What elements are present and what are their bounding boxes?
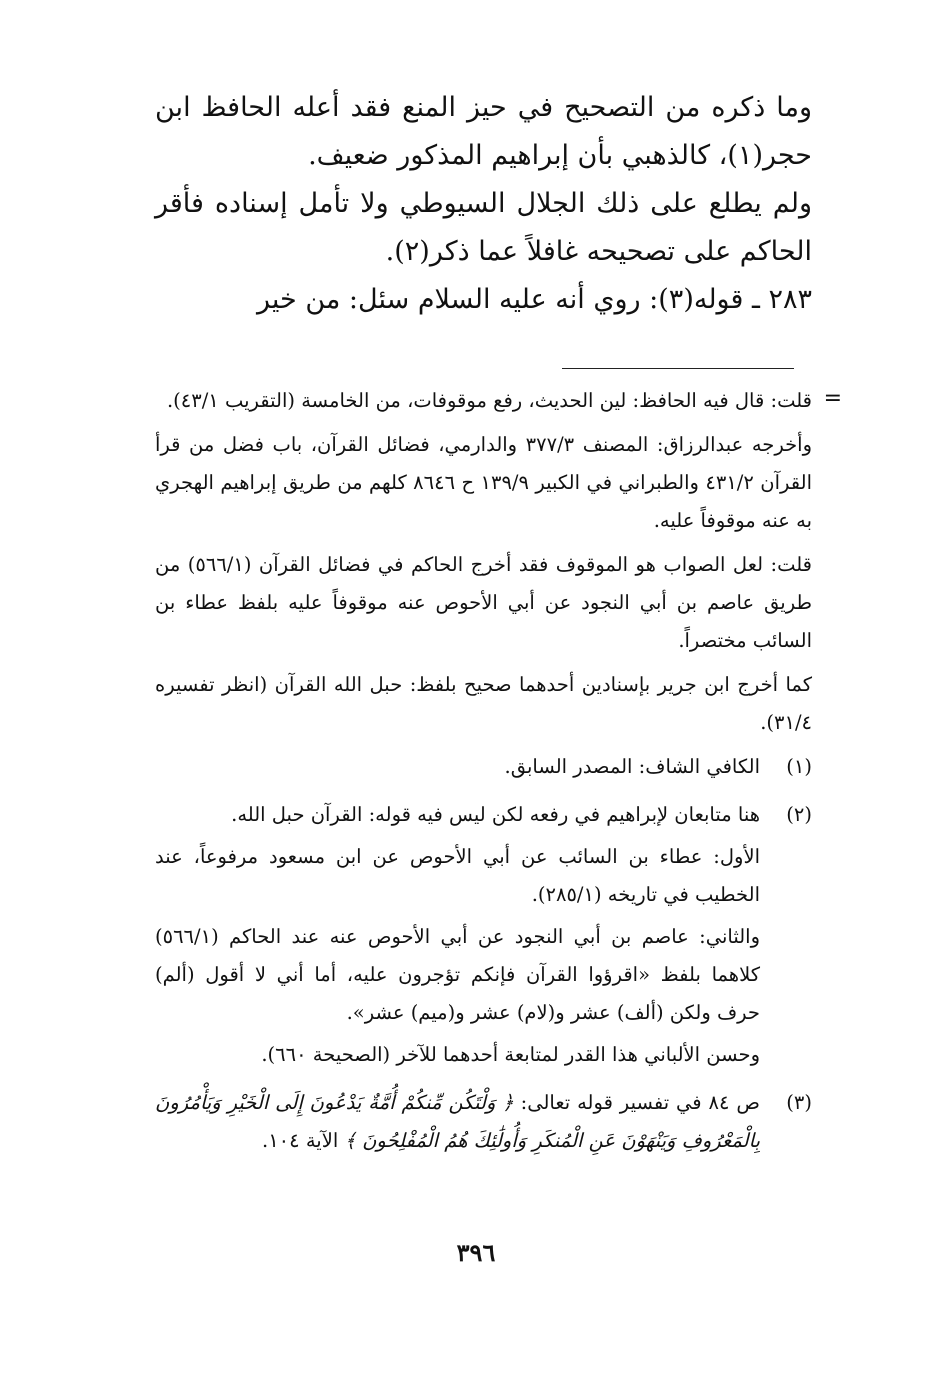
main-paragraph-2: ولم يطلع على ذلك الجلال السيوطي ولا تأمل إسناده فأقر الحاكم على تصحيحه غافلاً عما ذكر(٢). [155,188,812,267]
note-continued-4: كما أخرج ابن جرير بإسنادين أحدهما صحيح بلفظ: حبل الله القرآن (انظر تفسيره ٣١/٤). [155,673,812,734]
footnote-2 [155,796,812,1078]
footnote-2-number: (٢) [786,803,812,826]
footnote-2-albani: وحسن الألباني هذا القدر لمتابعة أحدهما للآخر (الصحيحة ٦٦٠). [261,1043,760,1066]
page-number: ٣٩٦ [456,1238,496,1267]
main-text [155,84,812,324]
footnote-1-number: (١) [786,755,812,778]
note-continued-2: وأخرجه عبدالرزاق: المصنف ٣٧٧/٣ والدارمي، فضائل القرآن، باب فضل من قرأ القرآن ٤٣١/٢ والطبراني في الكبير ١٣٩/٩ ح ٨٦٤٦ كلهم من طريق إبراهيم الهجري به عنه موقوفاً عليه. [155,433,813,532]
note-continued-1: قلت: قال فيه الحافظ: لين الحديث، رفع موقوفات، من الخامسة (التقريب ٤٣/١). [166,389,812,412]
quran-verse: ﴿ وَلْتَكُن مِّنكُمْ أُمَّةٌ يَدْعُونَ إِلَى الْخَيْرِ وَيَأْمُرُونَ بِالْمَعْرُوفِ وَيَنْهَوْنَ عَنِ الْمُنكَرِ وَأُولَٰئِكَ هُمُ الْمُفْلِحُونَ ﴾ [155,1091,760,1152]
footnote-3 [155,1084,812,1164]
continuation-mark: = [823,386,842,411]
footnote-divider [562,368,794,369]
footnotes [155,382,812,1164]
footnote-3-intro: ص ٨٤ في تفسير قوله تعالى: [520,1091,760,1114]
footnote-3-end: الآية ١٠٤. [262,1129,339,1152]
main-paragraph-1: وما ذكره من التصحيح في حيز المنع فقد أعله الحافظ ابن حجر(١)، كالذهبي بأن إبراهيم المذكور ضعيف. [155,92,812,171]
footnote-3-text [155,1084,760,1160]
footnote-2-second: والثاني: عاصم بن أبي النجود عن أبي الأحوص عنه عند الحاكم (٥٦٦/١) كلاهما بلفظ «اقرؤوا القرآن فإنكم تؤجرون عليه، أما أني لا أقول (ألم) حرف ولكن (ألف) عشر و(لام) عشر و(ميم) عشر». [155,925,760,1024]
footnote-1 [155,748,812,790]
footnote-2-first: الأول: عطاء بن السائب عن أبي الأحوص عن ابن مسعود مرفوعاً، عند الخطيب في تاريخه (٢٨٥/١). [155,845,760,906]
footnote-3-number: (٣) [786,1091,812,1114]
main-paragraph-3: ٢٨٣ ـ قوله(٣): روي أنه عليه السلام سئل: من خير [257,284,812,315]
footnote-1-text: الكافي الشاف: المصدر السابق. [504,755,760,778]
footnote-2-text: هنا متابعان لإبراهيم في رفعه لكن ليس فيه قوله: القرآن حبل الله. [231,803,760,826]
note-continued-3: قلت: لعل الصواب هو الموقوف فقد أخرج الحاكم في فضائل القرآن (٥٦٦/١) من طريق عاصم بن أبي النجود عن أبي الأحوص عنه موقوفاً عليه بلفظ عطاء بن السائب مختصراً. [155,553,812,652]
